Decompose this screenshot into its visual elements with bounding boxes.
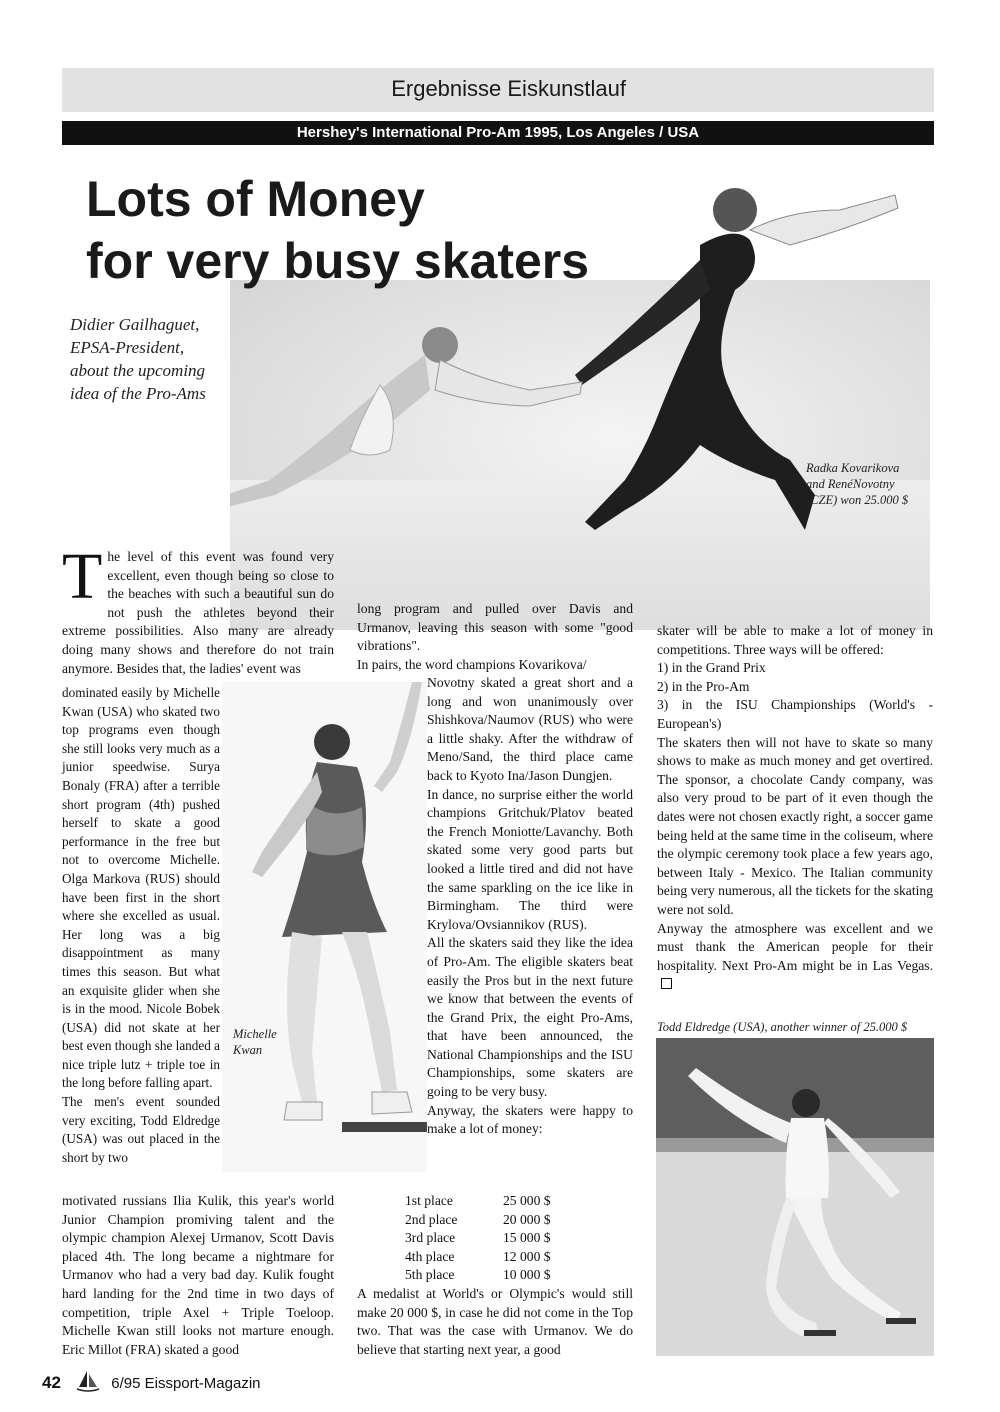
caption-line: Kwan	[233, 1043, 263, 1057]
ladies-paragraph: dominated easily by Michelle Kwan (USA) who skated two top programs even though she still looks very much as a junior speedwise. Surya Bonaly (FRA) after a terrible short program (4th) pushed herself to skate a good performance in the free but not to overcome Michelle. Olga Markova (RUS) should have been first in the short where she excelled as usual. Her long was a big disappointment as many times this season. But what an exquisite glider when she is in the mood. Nicole Bobek (USA) did not skate at her best even though she landed a nice triple lutz + triple toe in the long before falling apart.	[62, 685, 220, 1091]
kwan-photo-caption	[233, 1026, 277, 1058]
prize-row	[405, 1192, 633, 1211]
byline-line: idea of the Pro-Ams	[70, 384, 206, 403]
michelle-kwan-photo	[222, 682, 427, 1172]
column-2-bottom	[357, 1192, 633, 1359]
headline	[86, 168, 589, 292]
way-item: 1) in the Grand Prix	[657, 660, 766, 676]
eldredge-photo-caption: Todd Eldredge (USA), another winner of 25.000 $	[657, 1020, 908, 1034]
medalist-paragraph: A medalist at World's or Olympic's would still make 20 000 $, in case he did not come in the Top two. That was the case with Urmanov. We do believe that starting next year, a good	[357, 1285, 633, 1357]
proam-paragraph: All the skaters said they like the idea of Pro-Am. The eligible skaters beat easily the Pros but in the next future we know that between the events of the Grand Prix, the eight Pro-Ams, that have been announced, the National Championships and the ISU Championships, some skaters are going to be very busy.	[427, 935, 633, 1100]
sailboat-logo-icon	[75, 1369, 101, 1393]
issue-label: 6/95 Eissport-Magazin	[111, 1375, 261, 1392]
prize-amount: 25 000 $	[503, 1193, 551, 1208]
caption-line: and RenéNovotny	[806, 477, 895, 491]
happy-paragraph: Anyway, the skaters were happy to make a lot of money:	[427, 1102, 633, 1137]
column-1-bottom	[62, 1192, 334, 1359]
closing-text: Anyway the atmosphere was excellent and we must thank the American people for their hospitality. Next Pro-Am might be in Las Vegas.	[657, 920, 933, 973]
eldredge-illustration	[656, 1038, 934, 1356]
byline-line: EPSA-President,	[70, 338, 185, 357]
pairs-lead: In pairs, the word champions Kovarikova/	[357, 656, 587, 672]
ways-lead: skater will be able to make a lot of money in competitions. Three ways will be offered:	[657, 623, 933, 657]
byline	[70, 313, 270, 405]
mens-paragraph: The men's event sounded very exciting, Todd Eldredge (USA) was out placed in the short by two	[62, 1094, 220, 1165]
prize-row	[405, 1211, 633, 1230]
prize-amount: 20 000 $	[503, 1211, 551, 1227]
column-2-narrow	[427, 674, 633, 1139]
caption-line: (CZE) won 25.000 $	[806, 493, 909, 507]
section-header	[62, 68, 934, 112]
drop-cap: T	[62, 540, 103, 613]
intro-text: he level of this event was found very excellent, even though being so close to the beaches with such a beautiful sun do not push the athletes beyond their extreme possibilities. Also many are already doing many shows and therefore do not train anymore. Besides that, the ladies' event was	[62, 549, 334, 676]
pairs-paragraph: Novotny skated a great short and a long and won unanimously over Shishkova/Naumov (RUS) who were a little shaky. After the withdraw of Meno/Sand, the third place came back to Kyoto Ina/Jason Dungjen.	[427, 675, 633, 783]
millot-paragraph: long program and pulled over Davis and Urmanov, leaving this season with some "good vibrations".	[357, 601, 633, 654]
caption-line: Radka Kovarikova	[806, 461, 900, 475]
column-1-intro	[62, 540, 334, 678]
prize-amount: 10 000 $	[503, 1267, 551, 1283]
headline-line-1: Lots of Money	[86, 171, 425, 227]
prize-place: 2nd place	[405, 1211, 458, 1227]
end-mark-icon	[661, 978, 672, 989]
event-banner: Hershey's International Pro-Am 1995, Los Angeles / USA	[62, 121, 934, 145]
byline-line: about the upcoming	[70, 361, 206, 380]
way-item: 3) in the ISU Championships (World's - European's)	[657, 697, 933, 731]
prize-row	[405, 1266, 633, 1285]
prize-place: 3rd place	[405, 1230, 456, 1246]
column-1-narrow	[62, 684, 220, 1167]
column-3	[657, 622, 933, 994]
page-number: 42	[42, 1373, 61, 1392]
section-title: Ergebnisse Eiskunstlauf	[391, 76, 626, 101]
way-item: 2) in the Pro-Am	[657, 678, 750, 694]
footer	[42, 1369, 261, 1393]
byline-line: Didier Gailhaguet,	[70, 315, 200, 334]
prize-place: 4th place	[405, 1248, 455, 1264]
headline-line-2: for very busy skaters	[86, 233, 590, 289]
prize-row	[405, 1248, 633, 1267]
caption-line: Michelle	[233, 1027, 277, 1041]
mens-continued-paragraph: motivated russians Ilia Kulik, this year's world Junior Champion promiving talent and the olympic champion Alexej Urmanov, Scott Davis placed 4th. The long became a nightmare for Urmanov who had a very bad day. Kulik fought hard landing for the 2nd time in two days of competition, triple Axel + Triple Toeloop. Michelle Kwan still looks not marture enough. Eric Millot (FRA) skated a good	[62, 1193, 334, 1357]
closing-paragraph	[657, 920, 933, 994]
sponsor-paragraph: The skaters then will not have to skate so many shows to make as much money and get overtired. The sponsor, a chocolate Candy company, was also very proud to be part of it even though the dates were not chosen exactly right, a soccer game being held at the same time in the coliseum, where the olympic ceremony took place a few years ago, between Italy - Mexico. The Italian community being very numerous, all the tickets for the skating were not sold.	[657, 734, 933, 917]
prize-place: 5th place	[405, 1267, 455, 1283]
dance-paragraph: In dance, no surprise either the world champions Gritchuk/Platov beated the French Moniotte/Lavanchy. Both skated some very good parts but looked a little tired and did not have the same sparkling on the ice like in Birmingham. The third were Krylova/Ovsiannikov (RUS).	[427, 786, 633, 932]
pair-photo-caption	[806, 460, 908, 508]
prize-table	[405, 1192, 633, 1285]
prize-row	[405, 1229, 633, 1248]
todd-eldredge-photo	[656, 1038, 934, 1356]
prize-amount: 15 000 $	[503, 1230, 551, 1246]
prize-amount: 12 000 $	[503, 1248, 551, 1264]
prize-place: 1st place	[405, 1193, 453, 1208]
column-2-top	[357, 600, 633, 674]
